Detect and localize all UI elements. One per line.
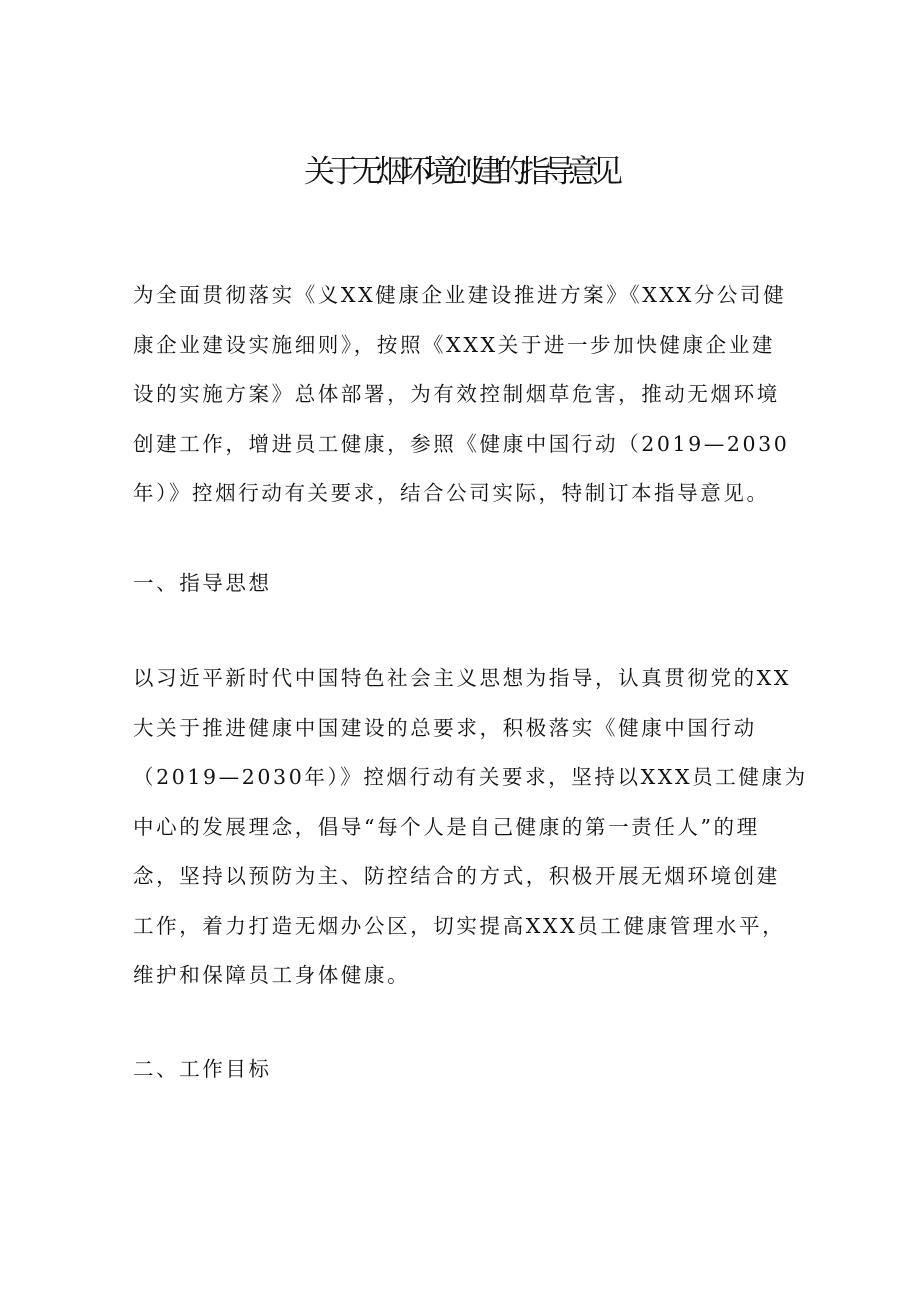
paragraph-line: 中心的发展理念，倡导“每个人是自己健康的第一责任人”的理	[133, 814, 760, 839]
paragraph-line: 工作，着力打造无烟办公区，切实提高XXX员工健康管理水平，	[133, 913, 786, 938]
paragraph-line: 大关于推进健康中国建设的总要求，积极落实《健康中国行动	[133, 715, 757, 740]
paragraph-line: 康企业建设实施细则》，按照《XXX关于进一步加快健康企业建	[133, 332, 775, 357]
document-title: 关于无烟环境创建的指导意见	[304, 154, 616, 190]
paragraph-line: 维护和保障员工身体健康。	[133, 963, 411, 987]
paragraph-line: 为全面贯彻落实《义XX健康企业建设推进方案》《XXX分公司健	[133, 283, 787, 307]
intro-paragraph	[133, 271, 793, 519]
guiding-ideology-paragraph	[133, 654, 808, 1001]
section-heading-guiding-ideology: 一、指导思想	[133, 571, 272, 595]
paragraph-line: 设的实施方案》总体部署，为有效控制烟草危害，推动无烟环境	[133, 382, 780, 406]
paragraph-line: （2019—2030年）》控烟行动有关要求，坚持以XXX员工健康为	[133, 765, 808, 789]
paragraph-line: 以习近平新时代中国特色社会主义思想为指导，认真贯彻党的XX	[133, 666, 792, 690]
section-heading-work-goals: 二、工作目标	[133, 1057, 272, 1081]
paragraph-line: 年）》控烟行动有关要求，结合公司实际，特制订本指导意见。	[133, 481, 770, 505]
paragraph-line: 念，坚持以预防为主、防控结合的方式，积极开展无烟环境创建	[133, 864, 780, 888]
paragraph-line: 创建工作，增进员工健康，参照《健康中国行动（2019—2030	[133, 431, 790, 456]
